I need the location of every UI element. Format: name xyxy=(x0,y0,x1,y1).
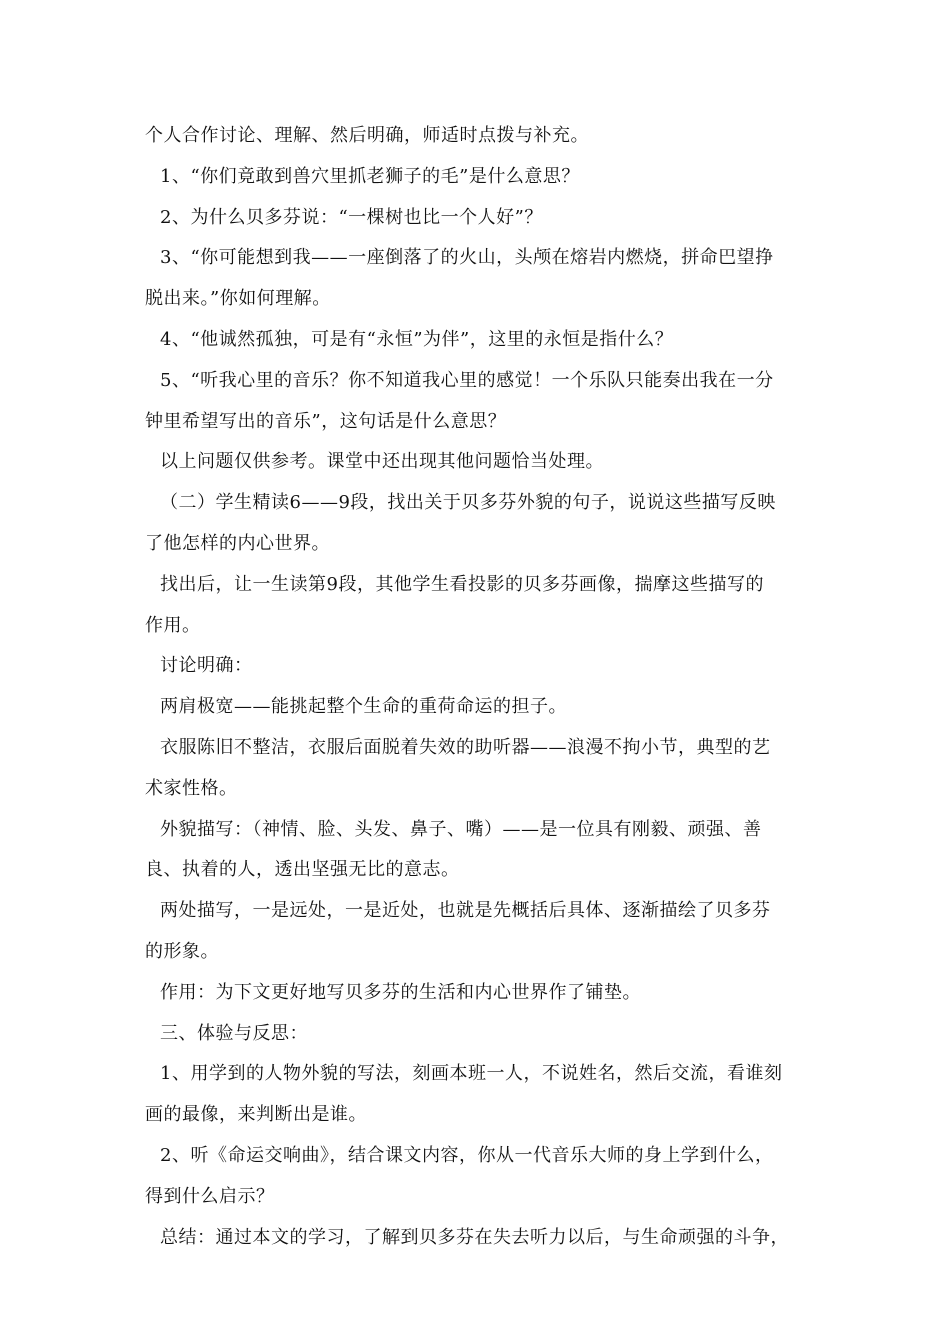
text-line: 衣服陈旧不整洁，衣服后面脱着失效的助听器——浪漫不拘小节，典型的艺 xyxy=(160,737,771,758)
text-line: 了他怎样的内心世界。 xyxy=(145,533,330,554)
text-line: 以上问题仅供参考。课堂中还出现其他问题恰当处理。 xyxy=(160,451,604,472)
activity-1-continued: 画的最像，来判断出是谁。 xyxy=(145,1104,367,1125)
text-line: 个人合作讨论、理解、然后明确，师适时点拨与补充。 xyxy=(145,125,589,146)
text-line: 外貌描写：（神情、脸、头发、鼻子、嘴）——是一位具有刚毅、顽强、善 xyxy=(160,819,762,840)
question-3: 3、“你可能想到我——一座倒落了的火山，头颅在熔岩内燃烧，拼命巴望挣 xyxy=(160,247,774,268)
text-line: 找出后，让一生读第9段，其他学生看投影的贝多芬画像，揣摩这些描写的 xyxy=(160,574,764,595)
question-2: 2、为什么贝多芬说：“一棵树也比一个人好”？ xyxy=(160,207,543,228)
text-line: 两肩极宽——能挑起整个生命的重荷命运的担子。 xyxy=(160,696,567,717)
summary-line: 总结：通过本文的学习，了解到贝多芬在失去听力以后，与生命顽强的斗争， xyxy=(160,1227,789,1248)
section-heading-2: （二）学生精读6——9段，找出关于贝多芬外貌的句子，说说这些描写反映 xyxy=(160,492,776,513)
question-1: 1、“你们竟敢到兽穴里抓老狮子的毛”是什么意思？ xyxy=(160,166,580,187)
text-line: 作用：为下文更好地写贝多芬的生活和内心世界作了铺垫。 xyxy=(160,982,641,1003)
activity-2-continued: 得到什么启示？ xyxy=(145,1186,275,1207)
text-line: 良、执着的人，透出坚强无比的意志。 xyxy=(145,859,460,880)
text-line: 两处描写，一是远处，一是近处，也就是先概括后具体、逐渐描绘了贝多芬 xyxy=(160,900,771,921)
activity-2: 2、听《命运交响曲》，结合课文内容，你从一代音乐大师的身上学到什么， xyxy=(160,1145,774,1166)
question-3-continued: 脱出来。”你如何理解。 xyxy=(145,288,331,309)
text-line: 讨论明确： xyxy=(160,655,253,676)
question-5-continued: 钟里希望写出的音乐”，这句话是什么意思？ xyxy=(145,411,507,432)
text-line: 术家性格。 xyxy=(145,778,238,799)
text-line: 作用。 xyxy=(145,615,201,636)
question-4: 4、“他诚然孤独，可是有“永恒”为伴”，这里的永恒是指什么？ xyxy=(160,329,674,350)
question-5: 5、“听我心里的音乐？你不知道我心里的感觉！一个乐队只能奏出我在一分 xyxy=(160,370,774,391)
activity-1: 1、用学到的人物外貌的写法，刻画本班一人，不说姓名，然后交流，看谁刻 xyxy=(160,1063,783,1084)
text-line: 的形象。 xyxy=(145,941,219,962)
section-heading-3: 三、体验与反思： xyxy=(160,1023,308,1044)
